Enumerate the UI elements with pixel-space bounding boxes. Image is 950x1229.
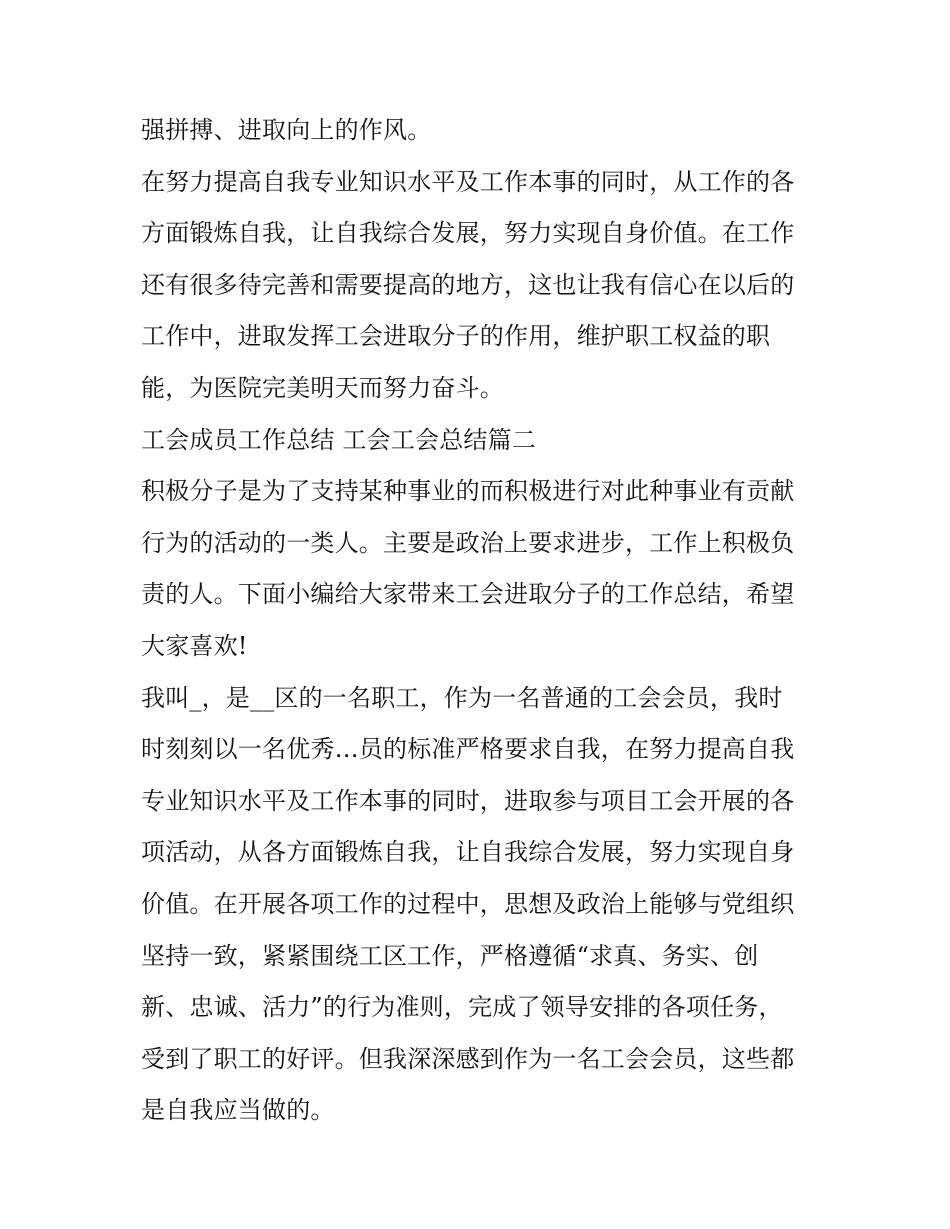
paragraph-line: 项活动，从各方面锻炼自我，让自我综合发展，努力实现自身 bbox=[141, 838, 795, 867]
paragraph-line: 是自我应当做的。 bbox=[141, 1096, 335, 1125]
document-body bbox=[141, 105, 821, 1137]
paragraph-line: 我叫_，是__区的一名职工，作为一名普通的工会会员，我时 bbox=[141, 683, 783, 712]
paragraph-line: 大家喜欢! bbox=[141, 631, 248, 660]
paragraph-line: 积极分子是为了支持某种事业的而积极进行对此种事业有贡献 bbox=[141, 477, 795, 506]
paragraph-line: 行为的活动的一类人。主要是政治上要求进步，工作上积极负 bbox=[141, 528, 795, 557]
paragraph-line: 受到了职工的好评。但我深深感到作为一名工会会员，这些都 bbox=[141, 1044, 795, 1073]
paragraph-line: 能，为医院完美明天而努力奋斗。 bbox=[141, 373, 504, 402]
paragraph-line: 坚持一致，紧紧围绕工区工作，严格遵循“求真、务实、创 bbox=[141, 941, 759, 970]
paragraph-line: 价值。在开展各项工作的过程中，思想及政治上能够与党组织 bbox=[141, 889, 795, 918]
paragraph-line: 工作中，进取发挥工会进取分子的作用，维护职工权益的职 bbox=[141, 322, 771, 351]
section-heading: 工会成员工作总结 工会工会总结篇二 bbox=[141, 425, 537, 454]
paragraph-line: 新、忠诚、活力”的行为准则，完成了领导安排的各项任务， bbox=[141, 993, 783, 1022]
paragraph-line: 方面锻炼自我，让自我综合发展，努力实现自身价值。在工作 bbox=[141, 219, 795, 248]
paragraph-line: 时刻刻以一名优秀…员的标准严格要求自我，在努力提高自我 bbox=[141, 735, 795, 764]
paragraph-line: 还有很多待完善和需要提高的地方，这也让我有信心在以后的 bbox=[141, 270, 795, 299]
paragraph-line: 在努力提高自我专业知识水平及工作本事的同时，从工作的各 bbox=[141, 167, 795, 196]
paragraph-line: 强拼搏、进取向上的作风。 bbox=[141, 116, 432, 144]
paragraph-line: 责的人。下面小编给大家带来工会进取分子的工作总结，希望 bbox=[141, 580, 795, 609]
paragraph-line: 专业知识水平及工作本事的同时，进取参与项目工会开展的各 bbox=[141, 786, 795, 815]
